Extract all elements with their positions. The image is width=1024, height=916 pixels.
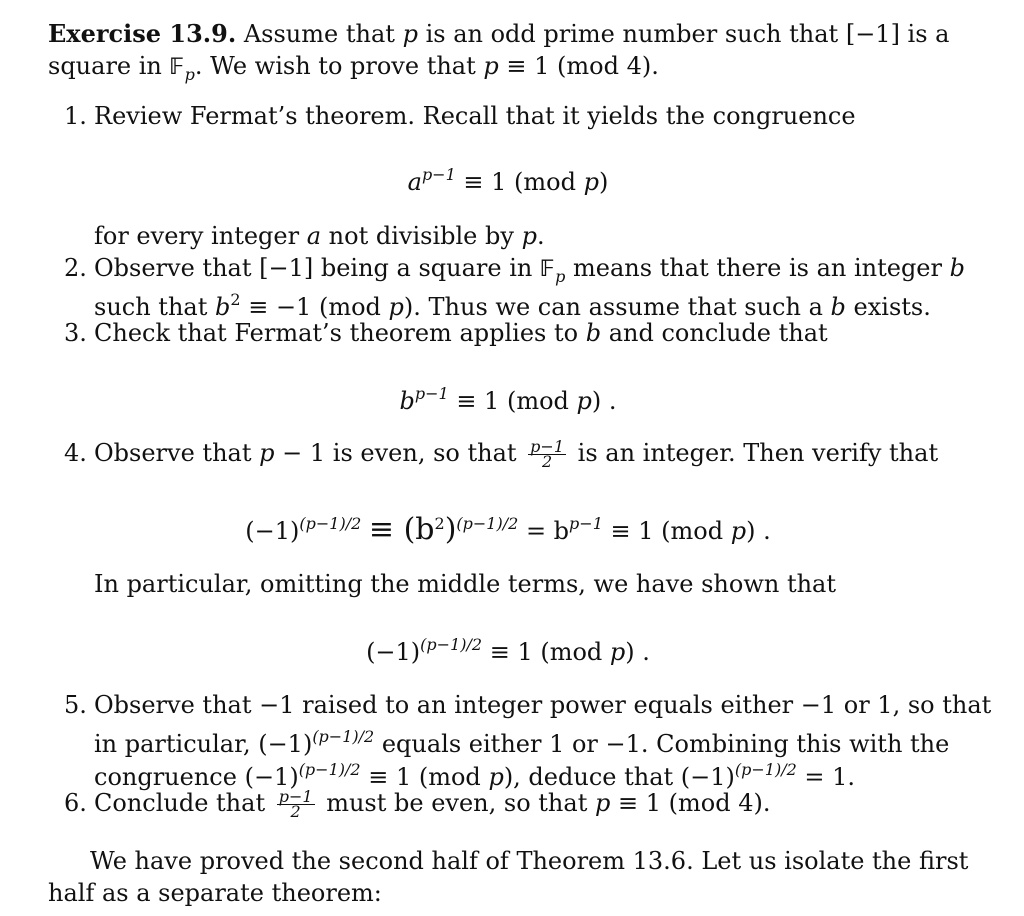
formula-text: (−1) (366, 638, 421, 666)
step-text: means that there is an integer (572, 254, 942, 282)
fraction-numerator: p−1 (278, 787, 313, 806)
step-text: Review Fermat’s theorem. Recall that it yields the congruence (94, 102, 856, 130)
step-text-line (94, 437, 938, 469)
step-text: − 1 is even, so that (282, 439, 517, 467)
var-p: p (730, 517, 747, 545)
in-particular-line: In particular, omitting the middle terms, we have shown that (94, 570, 836, 598)
step-text: Conclude that (94, 789, 266, 817)
var-p: p (576, 387, 592, 415)
formula-text: ) (444, 512, 457, 547)
formula-exponent: p−1 (421, 165, 456, 184)
formula-text: ≡ 1 (mod (463, 168, 576, 196)
exercise-intro-line-2 (48, 50, 659, 91)
var-p: p (388, 293, 404, 321)
var-p: p (594, 789, 611, 817)
step-text: equals either 1 or −1. Combining this with the (381, 730, 950, 758)
step-text: must be even, so that (326, 789, 588, 817)
period: . (536, 222, 545, 250)
step-text: Observe that [−1] being a square in (94, 254, 533, 282)
intro-text: ≡ 1 (mod 4). (506, 52, 659, 80)
step-text: congruence (−1) (94, 763, 299, 791)
fraction-p-minus-1-over-2 (277, 787, 315, 821)
step-number: 4. (64, 439, 87, 467)
var-b: b (585, 319, 602, 347)
var-b: b (215, 293, 231, 321)
step-number: 5. (64, 691, 87, 719)
exercise-intro-line-1 (48, 18, 950, 50)
formula-text: (−1) (245, 517, 300, 545)
formula-chain (48, 507, 968, 548)
step-text: = 1. (804, 763, 856, 791)
step-number: 2. (64, 254, 87, 282)
formula-text: = b (525, 517, 570, 545)
var-p: p (609, 638, 626, 666)
step-text: and conclude that (608, 319, 828, 347)
step-text: in particular, (−1) (94, 730, 313, 758)
var-p: p (259, 439, 275, 467)
field-subscript: p (184, 65, 195, 84)
fraction-numerator: p−1 (530, 437, 564, 456)
formula-exponent: (p−1)/2 (299, 514, 362, 533)
var-p: p (583, 168, 599, 196)
intro-text: Assume that (243, 20, 395, 48)
formula-text: ) . (625, 638, 650, 666)
formula-text: ≡ (b (368, 512, 435, 547)
step-text: ≡ −1 (mod (248, 293, 381, 321)
step-text: ≡ 1 (mod 4). (618, 789, 771, 817)
var-b: b (830, 293, 846, 321)
exponent-2: 2 (230, 290, 241, 309)
step-number: 3. (64, 319, 87, 347)
formula-fermat (48, 158, 968, 199)
var-b: b (949, 254, 965, 282)
var-p: p (521, 222, 537, 250)
var-a: a (306, 222, 322, 250)
step-text: for every integer (94, 222, 300, 250)
fraction-denominator: 2 (541, 452, 553, 471)
formula-exponent: (p−1)/2 (312, 727, 375, 746)
step-text: exists. (853, 293, 931, 321)
var-p: p (488, 763, 504, 791)
var-p: p (483, 52, 499, 80)
var-p: p (402, 20, 418, 48)
closing-line-1: We have proved the second half of Theorem 13.6. Let us isolate the first (90, 847, 969, 875)
intro-text: . We wish to prove that (194, 52, 476, 80)
formula-exponent: (p−1)/2 (734, 760, 797, 779)
step-text: not divisible by (328, 222, 514, 250)
intro-text: square in (48, 52, 162, 80)
field-symbol: 𝔽 (540, 257, 556, 282)
step-text-line (94, 317, 828, 349)
step-text: Check that Fermat’s theorem applies to (94, 319, 579, 347)
step-text: is an integer. Then verify that (577, 439, 939, 467)
closing-line-2: half as a separate theorem: (48, 879, 382, 907)
formula-text: ) (599, 168, 609, 196)
step-text: ). Thus we can assume that such a (403, 293, 823, 321)
step-number: 1. (64, 102, 87, 130)
formula-exponent: (p−1)/2 (456, 514, 519, 533)
field-symbol: 𝔽 (169, 55, 185, 80)
formula-text: ≡ 1 (mod (610, 517, 724, 545)
formula-text: ) . (591, 387, 617, 415)
step-text: ≡ 1 (mod (368, 763, 481, 791)
formula-exponent: 2 (434, 514, 445, 533)
step-1-continuation (94, 220, 545, 252)
formula-text: ≡ 1 (mod (456, 387, 569, 415)
step-text: such that (94, 293, 208, 321)
formula-exponent: p−1 (414, 384, 449, 403)
formula-text: ) . (746, 517, 771, 545)
step-text: ), deduce that (−1) (503, 763, 735, 791)
fraction-p-minus-1-over-2 (528, 437, 566, 471)
fraction-denominator: 2 (290, 802, 301, 821)
formula-exponent: (p−1)/2 (298, 760, 361, 779)
formula-exponent: p−1 (569, 514, 603, 533)
formula-b-fermat (48, 377, 968, 418)
exercise-heading: Exercise 13.9. (48, 19, 237, 48)
step-number: 6. (64, 789, 87, 817)
formula-exponent: (p−1)/2 (420, 635, 483, 654)
step-text: Observe that −1 raised to an integer power equals either −1 or 1, so that (94, 691, 992, 719)
field-subscript: p (555, 267, 566, 286)
formula-text: ≡ 1 (mod (489, 638, 603, 666)
intro-text: is an odd prime number such that [−1] is a (425, 20, 950, 48)
step-text: Observe that (94, 439, 252, 467)
formula-minus-one-power (48, 628, 968, 669)
formula-base: b (399, 387, 415, 415)
step-text-line (94, 787, 770, 819)
formula-base: a (407, 168, 422, 196)
